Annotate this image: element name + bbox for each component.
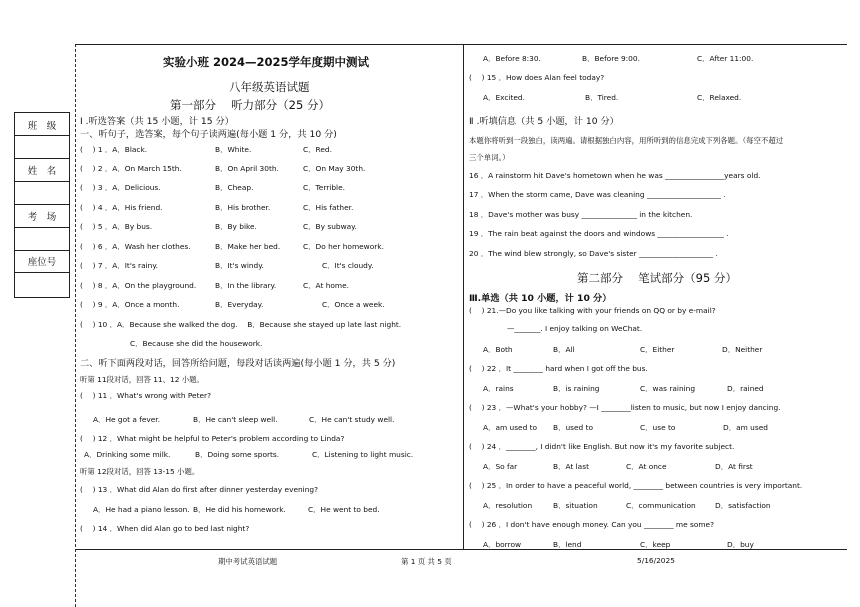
q15-option-b: B．Tired.	[585, 93, 619, 102]
column-divider	[463, 44, 464, 550]
section2-heading: Ⅱ .听填信息（共 5 小题，计 10 分）	[469, 116, 619, 127]
q2: ( ) 2 ．A．On March 15th.	[80, 164, 182, 173]
section2-instructions-line1: 本题你将听到一段独白，读两遍。请根据独白内容，用所听到的信息完成下列各题。（每空不超过	[469, 136, 784, 145]
footer-page-number: 第 1 页 共 5 页	[401, 557, 452, 566]
q3-option-c: C．Terrible.	[303, 183, 345, 192]
q17: 17 ．When the storm came, Dave was cleaning ____________________ .	[469, 190, 726, 199]
q8-option-b: B．In the library.	[215, 281, 277, 290]
q24-option-a: A．So far	[483, 462, 518, 471]
conversation1-note: 听第 11段对话，回答 11、12 小题。	[80, 375, 204, 384]
footer-left: 期中考试英语试题	[218, 557, 278, 566]
q13: ( ) 13 ．What did Alan do first after dinner yesterday evening?	[80, 485, 319, 494]
q26: ( ) 26 ．I don't have enough money. Can you ________ me some?	[469, 520, 715, 529]
q23: ( ) 23 ．—What's your hobby? —I ________listen to music, but now I enjoy dancing.	[469, 403, 781, 412]
q15-option-a: A．Excited.	[483, 93, 525, 102]
q25-option-c: C．communication	[626, 501, 696, 510]
exam-title: 实验小班 2024—2025学年度期中测试	[163, 55, 370, 69]
seat-number-label: 座位号	[27, 257, 57, 268]
q8-option-c: C．At home.	[303, 281, 350, 290]
q12-option-c: C．Listening to light music.	[312, 450, 414, 459]
q4: ( ) 4 ．A．His friend.	[80, 203, 163, 212]
section1-heading: Ⅰ .听选答案（共 15 小题，计 15 分）	[80, 116, 234, 127]
q16: 16 ．A rainstorm hit Dave's hometown when he was ________________years old.	[469, 171, 761, 180]
q24-option-d: D．At first	[715, 462, 753, 471]
q1: ( ) 1 ．A．Black.	[80, 145, 148, 154]
q23-option-d: D．am used	[723, 423, 768, 432]
q9: ( ) 9 ．A．Once a month.	[80, 300, 180, 309]
q7-option-b: B．It's windy.	[215, 261, 264, 270]
q13-option-c: C．He went to bed.	[308, 505, 380, 514]
q5-option-b: B．By bike.	[215, 222, 257, 231]
q21-option-b: B．All	[553, 345, 575, 354]
q15-option-c: C．Relaxed.	[697, 93, 742, 102]
q14-option-b: B．Before 9:00.	[582, 54, 640, 63]
q10: ( ) 10 ．A．Because she walked the dog. B．Because she stayed up late last night.	[80, 320, 402, 329]
q5: ( ) 5 ．A．By bus.	[80, 222, 153, 231]
q13-option-a: A．He had a piano lesson.	[93, 505, 190, 514]
q25-option-b: B．situation	[553, 501, 598, 510]
q11-option-b: B．He can't sleep well.	[193, 415, 278, 424]
q4-option-c: C．His father.	[303, 203, 354, 212]
section1-sub1: 一、听句子，选答案，每个句子读两遍(每小题 1 分，共 10 分)	[80, 129, 337, 140]
name-label: 姓 名	[27, 166, 57, 177]
q7: ( ) 7 ．A．It's rainy.	[80, 261, 159, 270]
q13-option-b: B．He did his homework.	[193, 505, 286, 514]
footer-date: 5/16/2025	[637, 556, 675, 565]
q22-option-d: D．rained	[727, 384, 764, 393]
q22-option-a: A．rains	[483, 384, 514, 393]
q12: ( ) 12 ．What might be helpful to Peter's problem according to Linda?	[80, 434, 345, 443]
q25-option-d: D．satisfaction	[715, 501, 771, 510]
section3-heading: Ⅲ.单选（共 10 小题，计 10 分）	[469, 293, 612, 304]
section2-instructions-line2: 三个单词。）	[469, 153, 510, 162]
q11-option-a: A．He got a fever.	[93, 415, 161, 424]
q10-option-c: C．Because she did the housework.	[130, 339, 263, 348]
q11: ( ) 11 ．What's wrong with Peter?	[80, 391, 211, 400]
q2-option-b: B．On April 30th.	[215, 164, 279, 173]
q14-option-a: A．Before 8:30.	[483, 54, 541, 63]
student-info-box	[14, 112, 70, 298]
q8: ( ) 8 ．A．On the playground.	[80, 281, 197, 290]
exam-subtitle: 八年级英语试题	[229, 80, 310, 94]
q23-option-c: C．use to	[640, 423, 676, 432]
q25-option-a: A．resolution	[483, 501, 533, 510]
q6: ( ) 6 ．A．Wash her clothes.	[80, 242, 191, 251]
q9-option-b: B．Everyday.	[215, 300, 264, 309]
q23-option-b: B．used to	[553, 423, 594, 432]
part1-heading: 第一部分 听力部分（25 分）	[170, 98, 330, 112]
q21-reply: —_______. I enjoy talking on WeChat.	[507, 324, 643, 333]
q24: ( ) 24 ．________, I didn't like English. But now it's my favorite subject.	[469, 442, 735, 451]
q15: ( ) 15 ．How does Alan feel today?	[469, 73, 605, 82]
part2-heading: 第二部分 笔试部分（95 分）	[577, 271, 737, 285]
q4-option-b: B．His brother.	[215, 203, 271, 212]
q26-option-b: B．lend	[553, 540, 582, 549]
q1-option-b: B．White.	[215, 145, 252, 154]
q14: ( ) 14 ．When did Alan go to bed last night?	[80, 524, 250, 533]
q21: ( ) 21.—Do you like talking with your friends on QQ or by e-mail?	[469, 306, 716, 315]
q25: ( ) 25 ．In order to have a peaceful world, ________ between countries is very important.	[469, 481, 803, 490]
q3: ( ) 3 ．A．Delicious.	[80, 183, 161, 192]
q26-option-c: C．keep	[640, 540, 671, 549]
q22-option-b: B．is raining	[553, 384, 600, 393]
q6-option-c: C．Do her homework.	[303, 242, 384, 251]
q19: 19 ．The rain beat against the doors and windows __________________ .	[469, 229, 729, 238]
q21-option-d: D．Neither	[722, 345, 763, 354]
q21-option-c: C．Either	[640, 345, 675, 354]
q26-option-a: A．borrow	[483, 540, 522, 549]
q11-option-c: C．He can't study well.	[309, 415, 395, 424]
exam-room-label: 考 场	[27, 212, 57, 223]
q24-option-b: B．At last	[553, 462, 589, 471]
q7-option-c: C．It's cloudy.	[322, 261, 374, 270]
q6-option-b: B．Make her bed.	[215, 242, 281, 251]
binding-margin-line	[75, 44, 76, 607]
q1-option-c: C．Red.	[303, 145, 332, 154]
class-label: 班 级	[27, 121, 57, 132]
q3-option-b: B．Cheap.	[215, 183, 254, 192]
q21-option-a: A．Both	[483, 345, 513, 354]
q2-option-c: C．On May 30th.	[303, 164, 366, 173]
q22: ( ) 22 ．It ________ hard when I got off the bus.	[469, 364, 648, 373]
q12-option-a: A．Drinking some milk.	[84, 450, 171, 459]
conversation2-note: 听第 12段对话，回答 13-15 小题。	[80, 467, 200, 476]
q14-option-c: C．After 11:00.	[697, 54, 754, 63]
top-border	[75, 44, 847, 45]
q18: 18 ．Dave's mother was busy _______________ in the kitchen.	[469, 210, 693, 219]
q26-option-d: D．buy	[727, 540, 754, 549]
q24-option-c: C．At once	[626, 462, 667, 471]
q9-option-c: C．Once a week.	[322, 300, 385, 309]
q23-option-a: A．am used to	[483, 423, 538, 432]
q20: 20 ．The wind blew strongly, so Dave's sister ____________________ .	[469, 249, 718, 258]
q5-option-c: C．By subway.	[303, 222, 357, 231]
section1-sub2: 二、听下面两段对话，回答所给问题，每段对话读两遍(每小题 1 分，共 5 分)	[80, 358, 396, 369]
q12-option-b: B．Doing some sports.	[195, 450, 280, 459]
q22-option-c: C．was raining	[640, 384, 696, 393]
